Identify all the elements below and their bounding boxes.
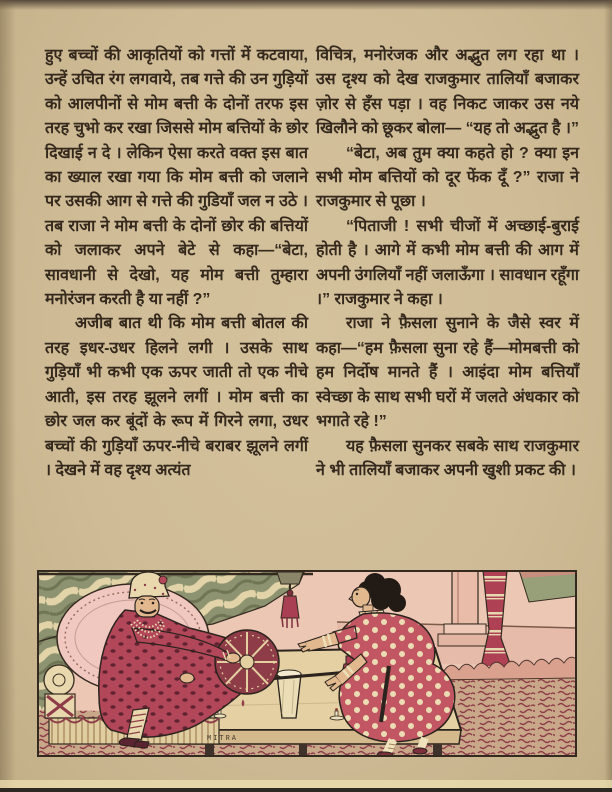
drum-bolster xyxy=(215,630,279,694)
paragraph: “पिताजी ! सभी चीजों में अच्छाई-बुराई होती है । आगे में कभी मोम बत्ती की आग में अपनी उंगलियाँ नहीं जलाऊँगा । सावधान रहूँगा ।” राजकुमार ने कहा । xyxy=(316,217,579,309)
paragraph: विचित्र, मनोरंजक और अद्भुत लग रहा था । उस दृश्य को देख राजकुमार तालियाँ बजाकर ज़ोर से हँस पड़ा । वह निकट जाकर उस नये खिलौने को छूकर बोला— “यह तो अद्भुत है ।” xyxy=(316,47,579,138)
paragraph: “बेटा, अब तुम क्या कहते हो ? क्या इन सभी मोम बत्तियों को दूर फेंक दूँ ?” राजा ने राजकुमार से पूछा । xyxy=(316,144,579,211)
doorway-panel xyxy=(519,570,577,602)
right-column xyxy=(316,44,579,483)
scan-edge-bottom-light xyxy=(0,780,612,788)
scan-edge-left xyxy=(0,0,16,792)
paragraph: राजा ने फ़ैसला सुनाने के जैसे स्वर में कहा—“हम फ़ैसला सुना रहे हैं—मोमबत्ती को हम निर्दोष मानते हैं । आइंदा मोम बत्तियाँ स्वेच्छा के साथ सभी घरों में जलते अंधकार को भगाते रहे !” xyxy=(316,315,579,431)
illustration-canvas xyxy=(37,570,577,757)
scan-edge-bottom-dark xyxy=(0,788,612,792)
paragraph: अजीब बात थी कि मोम बत्ती बोतल की तरह इधर-उधर हिलने लगी । उसके साथ गुड़ियाँ भी कभी एक ऊपर जाती तो एक नीचे आती, इस तरह झूलने लगीं । मोम बत्ती का छोर जल कर बूंदों के रूप में गिरने लगा, उधर बच्चों की गुड़ियाँ ऊपर-नीचे बराबर झूलने लगीं । देखने में वह दृश्य अत्यंत xyxy=(45,315,308,479)
artist-signature: MITRA xyxy=(207,735,239,743)
paragraph: यह फ़ैसला सुनकर सबके साथ राजकुमार ने भी तालियाँ बजाकर अपनी खुशी प्रकट की । xyxy=(316,437,579,479)
left-column xyxy=(45,44,308,483)
paragraph: हुए बच्चों की आकृतियों को गत्तों में कटवाया, उन्हें उचित रंग लगवाये, तब गत्ते की उन गुड़ियों को आलपीनों से मोम बत्ती के दोनों तरफ इस तरह चुभो कर रखा जिससे मोम बत्तियों के छोर दिखाई न दे । लेकिन ऐसा करते वक्त इस बात का ख्याल रखा गया कि मोम बत्ती को जलाने पर उसकी आग से गत्ते की गुडियाँ जल न उठे । तब राजा ने मोम बत्ती के दोनों छोर की बत्तियों को जलाकर अपने बेटे से कहा—“बेटा, सावधानी से देखो, यह मोम बत्ती तुम्हारा मनोरंजन करती है या नहीं ?” xyxy=(45,47,308,309)
scan-edge-right xyxy=(604,0,612,792)
story-illustration xyxy=(37,570,577,757)
scan-edge-top xyxy=(0,0,612,10)
